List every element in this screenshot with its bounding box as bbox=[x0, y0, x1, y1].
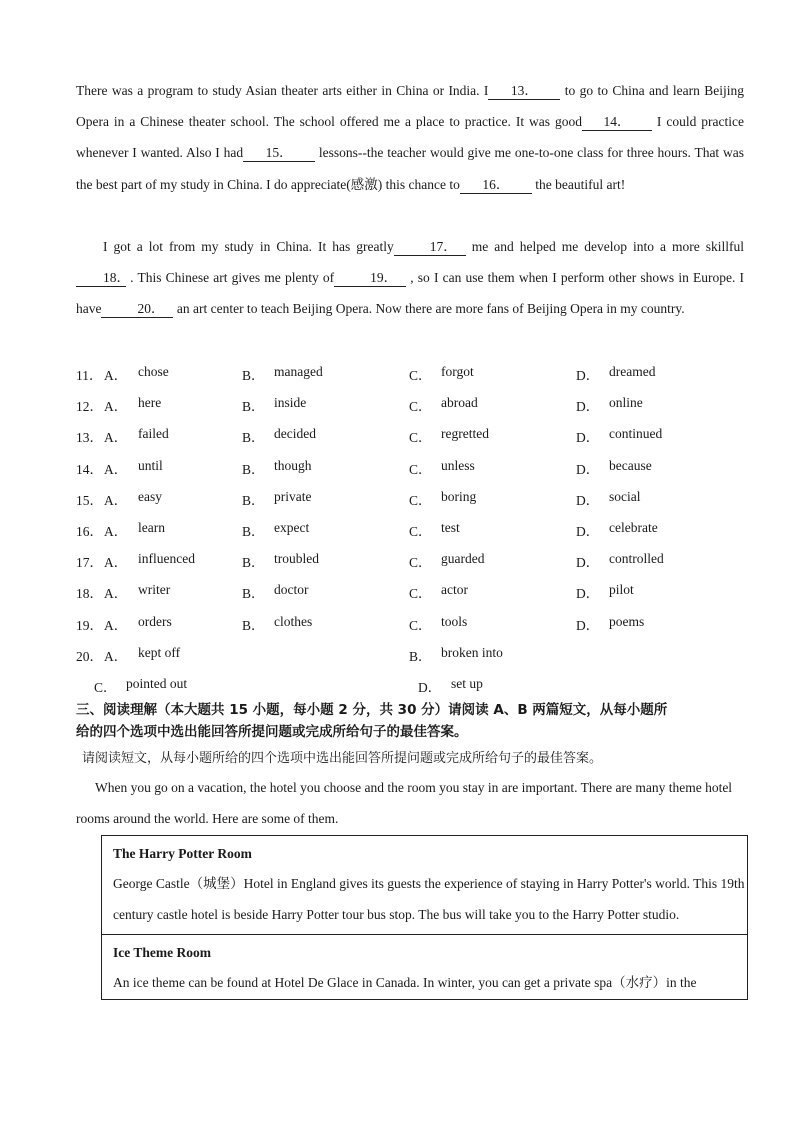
blank-13[interactable]: 13． bbox=[488, 83, 560, 100]
option-b[interactable]: decided bbox=[274, 426, 316, 442]
option-d[interactable]: controlled bbox=[609, 551, 664, 567]
question-row bbox=[76, 614, 756, 634]
question-row bbox=[76, 489, 756, 509]
option-letter-a: A． bbox=[104, 461, 128, 477]
question-row bbox=[76, 426, 756, 446]
option-d[interactable]: dreamed bbox=[609, 364, 656, 379]
option-b[interactable]: though bbox=[274, 457, 312, 473]
option-letter-d: D． bbox=[576, 586, 600, 602]
blank-18[interactable]: 18． bbox=[76, 270, 126, 287]
option-letter-c: C． bbox=[409, 492, 432, 508]
option-letter-c: C． bbox=[409, 617, 432, 633]
option-c[interactable]: abroad bbox=[441, 395, 478, 411]
option-letter-b: B． bbox=[242, 492, 265, 508]
blank-15[interactable]: 15． bbox=[243, 145, 315, 162]
option-c[interactable]: boring bbox=[441, 488, 477, 504]
room-cell bbox=[102, 935, 748, 999]
option-letter-c: C． bbox=[409, 586, 432, 602]
option-c[interactable]: regretted bbox=[441, 426, 489, 442]
passage-paragraph-2 bbox=[76, 231, 744, 325]
option-letter-c: C． bbox=[409, 368, 432, 383]
option-d[interactable]: because bbox=[609, 457, 652, 473]
option-letter-b: B． bbox=[242, 430, 265, 446]
option-letter-b: B． bbox=[409, 649, 432, 664]
question-number: 20． bbox=[76, 649, 103, 664]
question-number: 14． bbox=[76, 461, 103, 477]
option-a[interactable]: until bbox=[138, 457, 163, 473]
passage-text: , so I can use them when I perform other shows in Europe. I have bbox=[76, 270, 744, 317]
passage-paragraph-1 bbox=[76, 75, 744, 200]
question-number: 13． bbox=[76, 430, 103, 446]
option-d[interactable]: poems bbox=[609, 613, 645, 629]
option-letter-d: D． bbox=[576, 524, 600, 539]
option-letter-b: B． bbox=[242, 586, 265, 602]
option-letter-c: C． bbox=[94, 680, 117, 695]
room-title: The Harry Potter Room bbox=[113, 846, 252, 861]
theme-rooms-table bbox=[101, 835, 748, 1000]
option-b[interactable]: inside bbox=[274, 395, 307, 411]
option-a[interactable]: learn bbox=[138, 520, 165, 535]
passage-text: to go to China and learn Beijing Opera in a Chinese theater school. The school offered me a place to practice. It was good bbox=[76, 83, 744, 130]
option-letter-a: A． bbox=[104, 586, 128, 602]
passage-text: I could practice whenever I wanted. Also I had bbox=[76, 114, 744, 161]
option-letter-b: B． bbox=[242, 461, 265, 477]
question-number: 15． bbox=[76, 492, 103, 508]
option-c[interactable]: tools bbox=[441, 613, 468, 629]
option-letter-d: D． bbox=[576, 399, 600, 415]
option-d[interactable]: set up bbox=[451, 676, 483, 691]
option-letter-d: D． bbox=[576, 492, 600, 508]
option-letter-c: C． bbox=[409, 555, 432, 571]
room-row bbox=[102, 836, 748, 935]
room-row bbox=[102, 935, 748, 999]
question-number: 11． bbox=[76, 368, 103, 383]
blank-16[interactable]: 16． bbox=[460, 177, 532, 194]
option-a[interactable]: writer bbox=[138, 582, 171, 598]
option-b[interactable]: broken into bbox=[441, 645, 503, 660]
passage-text: an art center to teach Beijing Opera. Now there are more fans of Beijing Opera in my country. bbox=[173, 301, 685, 317]
question-number: 12． bbox=[76, 399, 103, 415]
question-row bbox=[76, 395, 756, 415]
option-b[interactable]: managed bbox=[274, 364, 323, 379]
question-number: 19． bbox=[76, 617, 103, 633]
option-letter-d: D． bbox=[576, 555, 600, 571]
passage-text: lessons--the teacher would give me one-to-one class for three hours. That was the best part of my study in China. I do appreciate(感激) this chance to bbox=[76, 145, 744, 192]
option-letter-a: A． bbox=[104, 524, 128, 539]
option-letter-b: B． bbox=[242, 555, 265, 571]
passage-text: . This Chinese art gives me plenty of bbox=[126, 270, 335, 286]
question-20-cont bbox=[76, 676, 756, 696]
room-description: George Castle（城堡）Hotel in England gives its guests the experience of staying in Harry Potter's world. This 19th century castle hotel is beside Harry Potter tour bus stop. The bus will take you to the Harry Potter studio. bbox=[113, 876, 745, 923]
passage-text: me and helped me develop into a more skillful bbox=[465, 239, 744, 254]
option-c[interactable]: unless bbox=[441, 457, 475, 473]
option-c[interactable]: pointed out bbox=[126, 676, 188, 691]
reading-intro bbox=[76, 772, 744, 834]
question-row bbox=[76, 551, 756, 571]
blank-20[interactable]: 20． bbox=[101, 301, 173, 318]
blank-14[interactable]: 14． bbox=[582, 114, 652, 131]
option-letter-b: B． bbox=[242, 399, 265, 415]
option-a[interactable]: kept off bbox=[138, 645, 181, 660]
section-heading bbox=[76, 699, 756, 743]
option-letter-c: C． bbox=[409, 461, 432, 477]
option-a[interactable]: here bbox=[138, 395, 162, 411]
option-letter-d: D． bbox=[576, 368, 600, 383]
option-b[interactable]: expect bbox=[274, 520, 310, 535]
option-d[interactable]: celebrate bbox=[609, 520, 658, 535]
question-number: 16． bbox=[76, 524, 103, 539]
option-a[interactable]: chose bbox=[138, 364, 169, 379]
section-heading-line: 给的四个选项中选出能回答所提问题或完成所给句子的最佳答案。 bbox=[76, 724, 468, 740]
option-letter-b: B． bbox=[242, 368, 265, 383]
option-letter-c: C． bbox=[409, 399, 432, 415]
blank-19[interactable]: 19． bbox=[334, 270, 406, 287]
question-row bbox=[76, 582, 756, 602]
option-b[interactable]: troubled bbox=[274, 551, 319, 567]
option-d[interactable]: continued bbox=[609, 426, 663, 442]
option-letter-b: B． bbox=[242, 524, 265, 539]
option-a[interactable]: easy bbox=[138, 488, 162, 504]
section-heading-line: 三、阅读理解（本大题共 15 小题，每小题 2 分，共 30 分）请阅读 A、B 两篇短文，从每小题所 bbox=[76, 702, 668, 718]
option-letter-d: D． bbox=[576, 430, 600, 446]
option-d[interactable]: pilot bbox=[609, 582, 634, 598]
question-number: 18． bbox=[76, 586, 103, 602]
question-row bbox=[76, 364, 756, 384]
room-cell bbox=[102, 836, 748, 935]
section-instruction: 请阅读短文，从每小题所给的四个选项中选出能回答所提问题或完成所给句子的最佳答案。 bbox=[82, 751, 603, 766]
option-letter-c: C． bbox=[409, 430, 432, 446]
option-c[interactable]: guarded bbox=[441, 551, 485, 567]
passage-text: I got a lot from my study in China. It has greatly bbox=[103, 239, 394, 254]
option-letter-b: B． bbox=[242, 617, 265, 633]
option-letter-d: D． bbox=[418, 680, 442, 695]
option-letter-a: A． bbox=[104, 430, 128, 446]
option-letter-d: D． bbox=[576, 617, 600, 633]
option-b[interactable]: doctor bbox=[274, 582, 309, 598]
question-20 bbox=[76, 645, 756, 665]
room-title: Ice Theme Room bbox=[113, 945, 211, 961]
option-letter-a: A． bbox=[104, 368, 128, 383]
passage-text: There was a program to study Asian theater arts either in China or India. I bbox=[76, 83, 489, 98]
option-letter-d: D． bbox=[576, 461, 600, 477]
room-description: An ice theme can be found at Hotel De Glace in Canada. In winter, you can get a private spa（水疗）in the bbox=[113, 975, 697, 991]
question-row bbox=[76, 520, 756, 540]
option-a[interactable]: failed bbox=[138, 426, 169, 442]
option-letter-a: A． bbox=[104, 649, 128, 664]
option-d[interactable]: online bbox=[609, 395, 643, 411]
question-number: 17． bbox=[76, 555, 103, 571]
option-c[interactable]: test bbox=[441, 520, 460, 535]
blank-17[interactable]: 17． bbox=[394, 239, 466, 256]
option-a[interactable]: orders bbox=[138, 613, 172, 629]
passage-text: the beautiful art! bbox=[531, 176, 626, 192]
option-d[interactable]: social bbox=[609, 488, 641, 504]
option-letter-a: A． bbox=[104, 399, 128, 415]
option-a[interactable]: influenced bbox=[138, 551, 195, 567]
option-letter-a: A． bbox=[104, 492, 128, 508]
option-c[interactable]: actor bbox=[441, 582, 468, 598]
option-b[interactable]: clothes bbox=[274, 613, 313, 629]
option-letter-c: C． bbox=[409, 524, 432, 539]
option-letter-a: A． bbox=[104, 617, 128, 633]
reading-intro-text: When you go on a vacation, the hotel you choose and the room you stay in are important. There are many theme hotel rooms around the world. Here are some of them. bbox=[76, 780, 733, 827]
question-row bbox=[76, 458, 756, 478]
option-b[interactable]: private bbox=[274, 488, 312, 504]
option-c[interactable]: forgot bbox=[441, 364, 474, 379]
option-letter-a: A． bbox=[104, 555, 128, 571]
